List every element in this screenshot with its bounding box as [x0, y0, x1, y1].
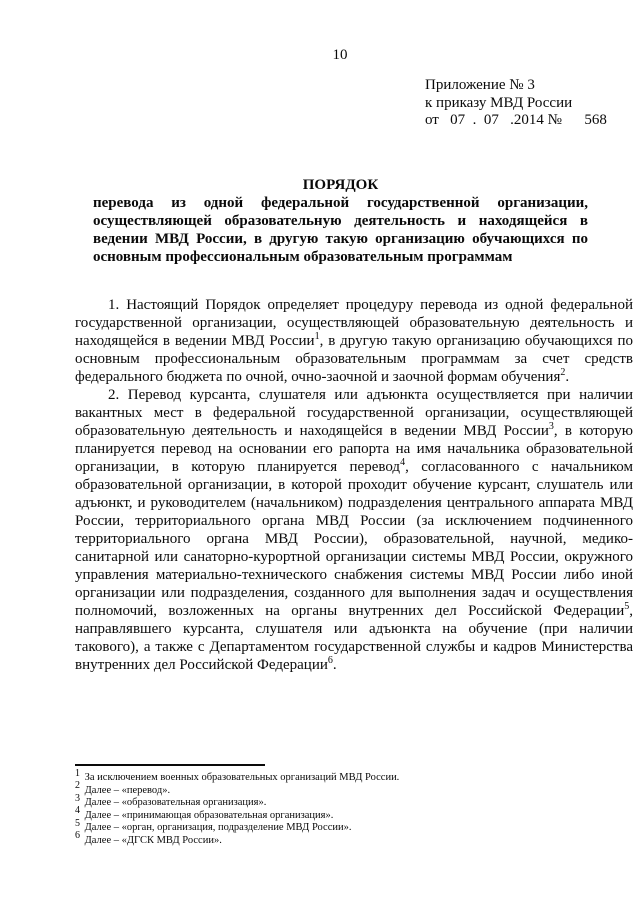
appendix-title: Приложение № 3 — [425, 77, 535, 93]
footnote-ref: 4 — [400, 456, 406, 468]
footnote-ref: 5 — [624, 600, 630, 612]
footnote-marker: 4 — [75, 805, 80, 817]
footnote-ref: 1 — [314, 330, 320, 342]
footnote-separator — [75, 764, 265, 766]
document-subtitle: перевода из одной федеральной государственной организации, осуществляющей образовательную деятельность и находящейся в ведении МВД России, в другую такую организацию обучающихся по основным профессиональным образовательным программам — [93, 194, 588, 265]
footnote-ref: 2 — [560, 366, 566, 378]
footnote: $^5$ Далее – «орган, организация, подразделение МВД России». — [75, 817, 352, 834]
footnote-marker: 2 — [75, 780, 80, 792]
footnote: $^6$ Далее – «ДГСК МВД России». — [75, 830, 222, 846]
footnote: $^1$ За исключением военных образовательных организаций МВД России. — [75, 767, 400, 783]
footnote-marker: 6 — [75, 830, 80, 842]
footnote-marker: 1 — [75, 767, 80, 779]
document-title: ПОРЯДОК — [302, 176, 379, 193]
footnote-ref: 3 — [548, 420, 554, 432]
footnote-marker: 3 — [75, 792, 80, 804]
footnote-marker: 5 — [75, 817, 80, 829]
appendix-block — [425, 77, 633, 130]
footnote: $^2$ Далее – «перевод». — [75, 780, 171, 796]
footnote: $^4$ Далее – «принимающая образовательная организация». — [75, 805, 334, 821]
footnote-list — [75, 767, 633, 848]
order-date-line: от 07 . 07 .2014 № 568 — [425, 112, 607, 128]
footnote-ref: 6 — [327, 654, 333, 666]
footnote: $^3$ Далее – «образовательная организация». — [75, 792, 267, 809]
footnote-region — [75, 764, 633, 848]
document-body — [75, 296, 633, 674]
body-paragraph: 1. Настоящий Порядок определяет процедуру перевода из одной федеральной государственной организации, осуществляющей образовательную деятельность и находящейся в ведении МВД России$^1$, в другую такую организацию обучающихся по основным профессиональным образовательным программам за счет средств федерального бюджета по очной, очно-заочной и заочной формам обучения$^2$. — [75, 296, 633, 385]
body-paragraph: 2. Перевод курсанта, слушателя или адъюнкта осуществляется при наличии вакантных мест в федеральной государственной организации, осуществляющей образовательную деятельность и находящейся в ведении МВД России$^3$, в которую планируется перевод на основании его рапорта на имя начальника образовательной организации, в которую планируется перевод$^4$, согласованного с начальником образовательной организации, в которой проходит обучение курсант, слушатель или адъюнкт, и руководителем (начальником) подразделения центрального аппарата МВД России, территориального органа МВД России (за исключением подчиненного территориального органа МВД России), образовательной, научной, медико-санитарной или санаторно-курортной организации системы МВД России, окружного управления материально-технического снабжения системы МВД России либо иной организации или подразделения, созданного для выполнения задач и осуществления полномочий, возложенных на органы внутренних дел Российской Федерации$^5$, направлявшего курсанта, слушателя или адъюнкта на обучение (при наличии такового), а также с Департаментом государственной службы и кадров Министерства внутренних дел Российской Федерации$^6$. — [75, 386, 633, 673]
page-number: 10 — [332, 47, 348, 63]
appendix-subtitle: к приказу МВД России — [425, 94, 573, 111]
